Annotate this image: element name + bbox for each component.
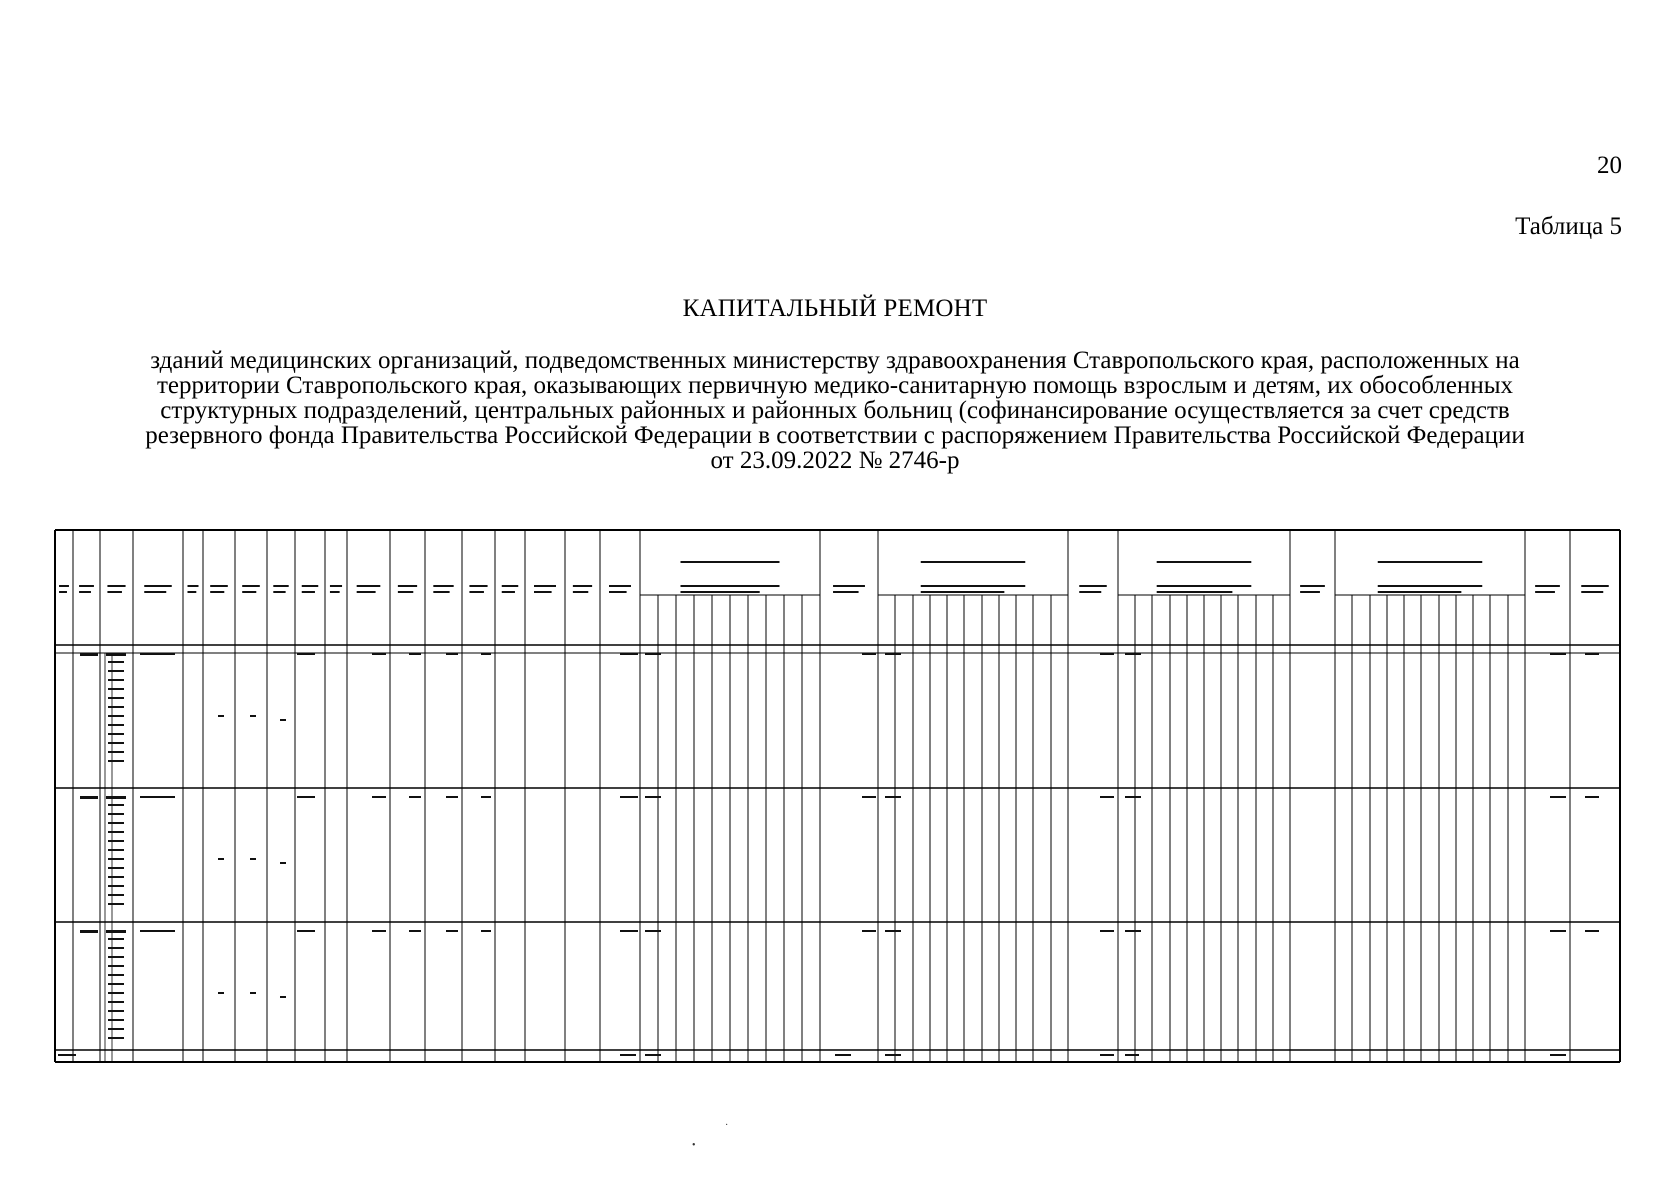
- cell-text: [108, 876, 124, 878]
- cell-value: [645, 930, 661, 932]
- header-text-illegible: [398, 591, 413, 593]
- header-text-illegible: [609, 591, 627, 593]
- total-value: [1550, 1054, 1566, 1056]
- cell-text: [108, 885, 124, 887]
- cell-value: [106, 930, 126, 933]
- header-text-illegible: [398, 585, 417, 587]
- header-text-illegible: [107, 591, 122, 593]
- header-text-illegible: [502, 591, 515, 593]
- header-text-illegible: [921, 585, 1026, 587]
- cell-text: [108, 742, 124, 744]
- cell-text: [108, 938, 124, 940]
- header-text-illegible: [242, 591, 256, 593]
- page-number: 20: [1597, 152, 1622, 179]
- total-value: [58, 1054, 76, 1056]
- cell-value: [297, 796, 315, 798]
- header-text-illegible: [1378, 585, 1483, 587]
- header-text-illegible: [210, 585, 228, 587]
- cell-text: [108, 733, 124, 735]
- header-text-illegible: [210, 591, 224, 593]
- cell-value: [140, 653, 175, 655]
- cell-value: [409, 930, 421, 932]
- header-text-illegible: [502, 585, 519, 587]
- header-text-illegible: [1157, 591, 1233, 593]
- cell-value: [250, 715, 256, 717]
- cell-value: [409, 653, 421, 655]
- header-text-illegible: [273, 585, 288, 587]
- cell-text: [108, 956, 124, 958]
- header-text-illegible: [1079, 591, 1101, 593]
- cell-value: [1585, 930, 1599, 932]
- cell-value: [80, 796, 98, 799]
- cell-text: [108, 974, 124, 976]
- header-text-illegible: [188, 585, 199, 587]
- cell-text: [108, 1019, 124, 1021]
- total-value: [645, 1054, 661, 1056]
- cell-value: [620, 796, 638, 798]
- cell-value: [250, 858, 256, 860]
- header-text-illegible: [59, 585, 69, 587]
- cell-value: [1585, 796, 1599, 798]
- cell-text: [108, 894, 124, 896]
- cell-text: [108, 849, 124, 851]
- cell-text: [108, 858, 124, 860]
- cell-text: [108, 1028, 124, 1030]
- header-text-illegible: [534, 591, 552, 593]
- cell-value: [885, 796, 901, 798]
- cell-text: [108, 813, 124, 815]
- header-text-illegible: [107, 585, 125, 587]
- subtitle-line-5: от 23.09.2022 № 2746-р: [710, 447, 960, 474]
- header-text-illegible: [302, 585, 319, 587]
- scan-speck: ·: [725, 1120, 729, 1131]
- cell-text: [108, 679, 124, 681]
- header-text-illegible: [1300, 585, 1325, 587]
- cell-value: [280, 719, 286, 721]
- cell-text: [108, 947, 124, 949]
- cell-value: [1550, 796, 1566, 798]
- cell-text: [108, 903, 124, 905]
- cell-value: [297, 653, 315, 655]
- header-text-illegible: [302, 591, 315, 593]
- cell-value: [280, 996, 286, 998]
- cell-text: [108, 983, 124, 985]
- group-title-illegible: [921, 561, 1026, 563]
- group-title-illegible: [1378, 561, 1483, 563]
- cell-text: [108, 751, 124, 753]
- cell-text: [108, 965, 124, 967]
- cell-text: [108, 804, 124, 806]
- cell-value: [645, 653, 661, 655]
- cell-value: [885, 653, 901, 655]
- cell-value: [280, 862, 286, 864]
- cell-value: [1100, 653, 1114, 655]
- header-text-illegible: [144, 585, 172, 587]
- header-text-illegible: [433, 591, 449, 593]
- table-label: Таблица 5: [1515, 213, 1622, 240]
- header-text-illegible: [1079, 585, 1107, 587]
- cell-value: [862, 930, 876, 932]
- header-text-illegible: [357, 591, 376, 593]
- header-text-illegible: [1535, 585, 1560, 587]
- cell-text: [108, 688, 124, 690]
- total-value: [1100, 1054, 1114, 1056]
- cell-text: [108, 1001, 124, 1003]
- header-text-illegible: [1378, 591, 1462, 593]
- header-text-illegible: [1535, 591, 1555, 593]
- header-text-illegible: [833, 585, 865, 587]
- header-text-illegible: [833, 591, 859, 593]
- cell-value: [372, 930, 386, 932]
- header-text-illegible: [357, 585, 381, 587]
- cell-value: [372, 653, 386, 655]
- document-title: КАПИТАЛЬНЫЙ РЕМОНТ: [682, 295, 988, 322]
- total-value: [1125, 1054, 1139, 1056]
- cell-value: [885, 930, 901, 932]
- scan-speck: •: [692, 1140, 696, 1151]
- cell-text: [108, 706, 124, 708]
- header-text-illegible: [79, 585, 94, 587]
- cell-value: [1550, 930, 1566, 932]
- cell-value: [297, 930, 315, 932]
- subtitle-line-2: территории Ставропольского края, оказывающих первичную медико-санитарную помощь взрослым и детям, их обособленных: [157, 372, 1513, 399]
- cell-value: [481, 653, 491, 655]
- cell-text: [108, 670, 124, 672]
- header-text-illegible: [573, 591, 588, 593]
- header-text-illegible: [681, 585, 780, 587]
- cell-value: [80, 653, 98, 656]
- cell-value: [1125, 796, 1141, 798]
- header-text-illegible: [59, 591, 67, 593]
- cell-value: [446, 653, 458, 655]
- cell-text: [108, 697, 124, 699]
- cell-value: [862, 653, 876, 655]
- cell-value: [620, 930, 638, 932]
- cell-value: [481, 796, 491, 798]
- cell-value: [1125, 653, 1141, 655]
- cell-value: [106, 653, 126, 656]
- cell-value: [1125, 930, 1141, 932]
- cell-value: [446, 930, 458, 932]
- cell-text: [108, 760, 124, 762]
- cell-value: [446, 796, 458, 798]
- group-title-illegible: [1157, 561, 1252, 563]
- cell-value: [106, 796, 126, 799]
- subtitle-line-4: резервного фонда Правительства Российской Федерации в соответствии с распоряжением Правительства Российской Федерации: [145, 422, 1525, 449]
- header-text-illegible: [330, 591, 340, 593]
- cell-value: [620, 653, 638, 655]
- cell-value: [218, 715, 224, 717]
- header-text-illegible: [534, 585, 556, 587]
- header-text-illegible: [1581, 585, 1609, 587]
- header-text-illegible: [144, 591, 166, 593]
- header-text-illegible: [188, 591, 197, 593]
- cell-text: [108, 1010, 124, 1012]
- cell-text: [108, 1037, 124, 1039]
- header-text-illegible: [921, 591, 1005, 593]
- cell-value: [140, 796, 175, 798]
- cell-value: [862, 796, 876, 798]
- header-text-illegible: [469, 591, 484, 593]
- cell-value: [1585, 653, 1599, 655]
- cell-value: [218, 858, 224, 860]
- cell-value: [372, 796, 386, 798]
- header-text-illegible: [79, 591, 91, 593]
- header-text-illegible: [681, 591, 760, 593]
- cell-value: [645, 796, 661, 798]
- cell-value: [409, 796, 421, 798]
- cell-value: [80, 930, 98, 933]
- total-value: [620, 1054, 636, 1056]
- cell-value: [481, 930, 491, 932]
- cell-text: [108, 661, 124, 663]
- cell-value: [218, 992, 224, 994]
- cell-value: [1550, 653, 1566, 655]
- cell-text: [108, 715, 124, 717]
- cell-value: [1100, 930, 1114, 932]
- cell-text: [108, 822, 124, 824]
- cell-value: [250, 992, 256, 994]
- header-text-illegible: [609, 585, 631, 587]
- header-text-illegible: [433, 585, 453, 587]
- cell-value: [1100, 796, 1114, 798]
- header-text-illegible: [1581, 591, 1603, 593]
- cell-text: [108, 992, 124, 994]
- cell-text: [108, 724, 124, 726]
- cell-value: [140, 930, 175, 932]
- header-text-illegible: [1157, 585, 1252, 587]
- header-text-illegible: [242, 585, 260, 587]
- header-text-illegible: [1300, 591, 1320, 593]
- header-text-illegible: [273, 591, 285, 593]
- group-title-illegible: [681, 561, 780, 563]
- subtitle-line-3: структурных подразделений, центральных районных и районных больниц (софинансирование осуществляется за счет средств: [160, 397, 1510, 424]
- subtitle-line-1: зданий медицинских организаций, подведомственных министерству здравоохранения Ставропольского края, расположенных на: [150, 347, 1520, 374]
- cell-text: [108, 867, 124, 869]
- cell-text: [108, 840, 124, 842]
- total-value: [885, 1054, 901, 1056]
- header-text-illegible: [573, 585, 592, 587]
- total-value: [835, 1054, 851, 1056]
- header-text-illegible: [469, 585, 487, 587]
- header-text-illegible: [330, 585, 342, 587]
- cell-text: [108, 831, 124, 833]
